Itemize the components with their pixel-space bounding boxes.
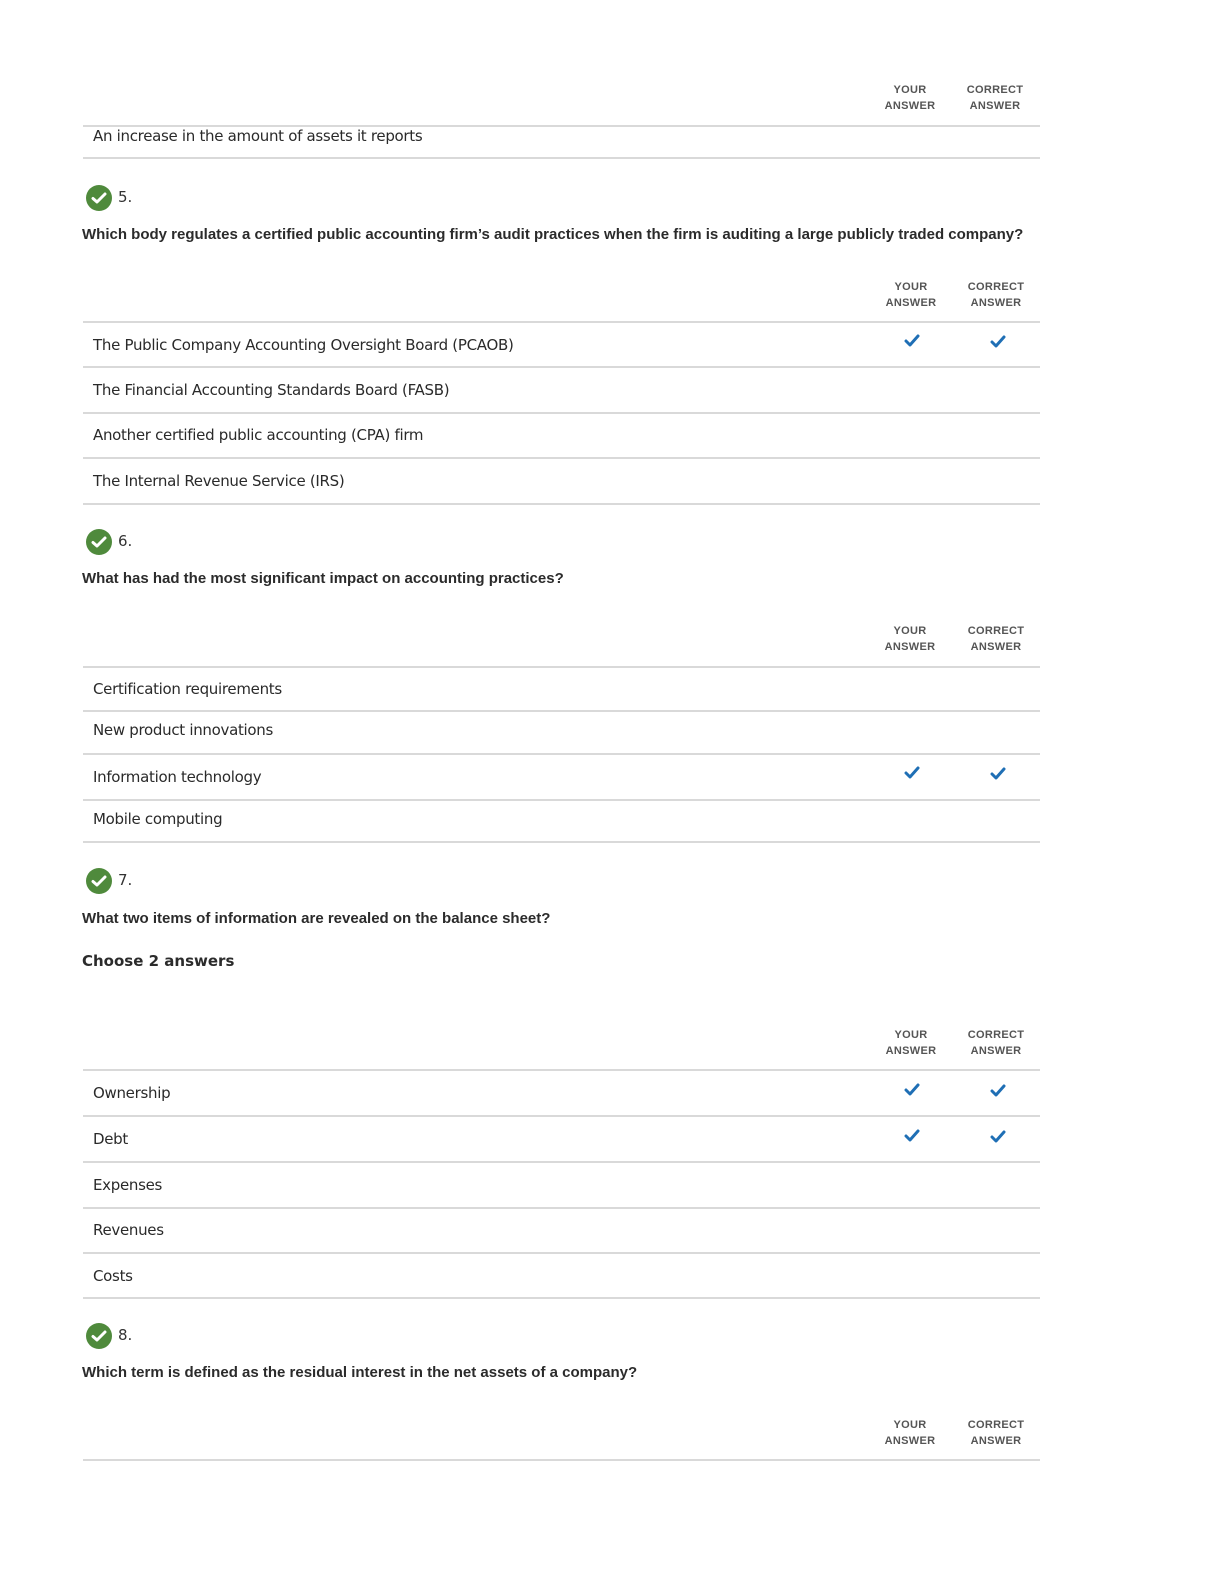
- question-text: What two items of information are revealed on the balance sheet?: [82, 910, 551, 927]
- table-rule: [83, 1207, 1040, 1209]
- answer-option: Certification requirements: [93, 680, 282, 698]
- question-number: 7.: [118, 871, 133, 889]
- table-rule: [83, 1161, 1040, 1163]
- table-rule: [83, 666, 1040, 668]
- your-answer-check-icon: [904, 1129, 920, 1143]
- question-text: What has had the most significant impact on accounting practices?: [82, 570, 564, 587]
- correct-answer-check-icon: [990, 335, 1006, 349]
- table-rule: [83, 710, 1040, 712]
- answer-option: The Public Company Accounting Oversight Board (PCAOB): [93, 336, 514, 354]
- your-answer-check-icon: [904, 334, 920, 348]
- table-rule: [83, 1252, 1040, 1254]
- table-rule: [83, 841, 1040, 843]
- answer-option: The Financial Accounting Standards Board (FASB): [93, 381, 450, 399]
- table-rule: [83, 503, 1040, 505]
- correct-check-icon: [86, 185, 112, 211]
- your-answer-header: YOUR ANSWER: [884, 625, 936, 653]
- answer-option: Revenues: [93, 1221, 164, 1239]
- correct-answer-header: CORRECT ANSWER: [967, 1419, 1025, 1447]
- answer-option: Information technology: [93, 768, 262, 786]
- table-rule: [83, 1459, 1040, 1461]
- correct-answer-check-icon: [990, 1130, 1006, 1144]
- your-answer-header: YOUR ANSWER: [884, 84, 936, 112]
- answer-option: Another certified public accounting (CPA) firm: [93, 426, 424, 444]
- answer-option: Mobile computing: [93, 810, 223, 828]
- correct-answer-header: CORRECT ANSWER: [967, 625, 1025, 653]
- table-rule: [83, 321, 1040, 323]
- answer-option: New product innovations: [93, 721, 274, 739]
- your-answer-header: YOUR ANSWER: [885, 1029, 937, 1057]
- table-rule: [83, 1069, 1040, 1071]
- correct-check-icon: [86, 529, 112, 555]
- correct-answer-check-icon: [990, 1084, 1006, 1098]
- your-answer-header: YOUR ANSWER: [884, 1419, 936, 1447]
- correct-answer-header: CORRECT ANSWER: [967, 1029, 1025, 1057]
- table-rule: [83, 753, 1040, 755]
- correct-answer-check-icon: [990, 767, 1006, 781]
- question-text: Which term is defined as the residual interest in the net assets of a company?: [82, 1364, 638, 1381]
- correct-check-icon: [86, 1323, 112, 1349]
- your-answer-check-icon: [904, 766, 920, 780]
- question-number: 8.: [118, 1326, 133, 1344]
- answer-option: Costs: [93, 1267, 133, 1285]
- table-rule: [83, 157, 1040, 159]
- table-rule: [83, 457, 1040, 459]
- question-number: 5.: [118, 188, 133, 206]
- answer-option: Expenses: [93, 1176, 163, 1194]
- question-number: 6.: [118, 532, 133, 550]
- correct-check-icon: [86, 868, 112, 894]
- answer-instruction: Choose 2 answers: [82, 952, 235, 970]
- table-rule: [83, 1115, 1040, 1117]
- your-answer-header: YOUR ANSWER: [885, 281, 937, 309]
- question-text: Which body regulates a certified public accounting firm’s audit practices when the firm is auditing a large publicly traded company?: [82, 226, 1024, 243]
- answer-option: An increase in the amount of assets it reports: [93, 127, 423, 145]
- your-answer-check-icon: [904, 1083, 920, 1097]
- answer-option: The Internal Revenue Service (IRS): [93, 472, 345, 490]
- table-rule: [83, 412, 1040, 414]
- table-rule: [83, 366, 1040, 368]
- correct-answer-header: CORRECT ANSWER: [966, 84, 1024, 112]
- correct-answer-header: CORRECT ANSWER: [967, 281, 1025, 309]
- table-rule: [83, 1297, 1040, 1299]
- answer-option: Debt: [93, 1130, 128, 1148]
- table-rule: [83, 799, 1040, 801]
- answer-option: Ownership: [93, 1084, 171, 1102]
